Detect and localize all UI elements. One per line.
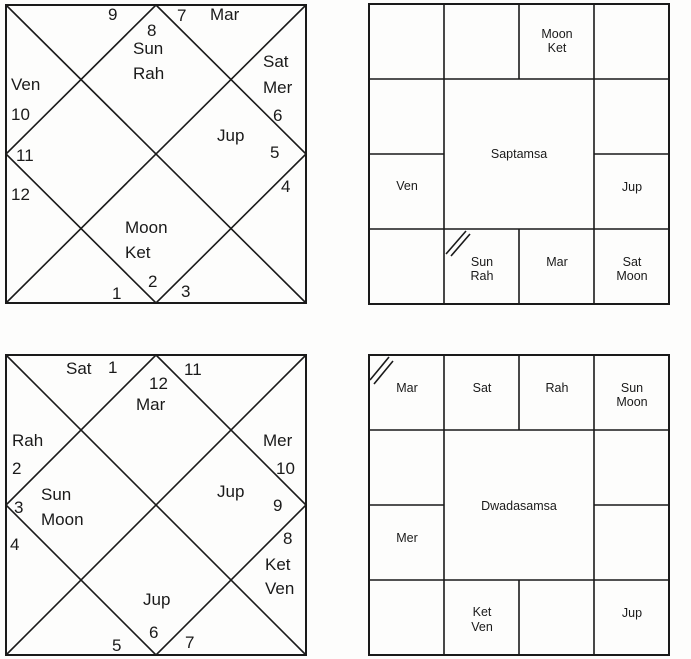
planet-label: Mar <box>396 381 418 395</box>
planet-label: Jup <box>217 126 245 145</box>
planet-label: Moon <box>41 510 84 529</box>
planet-label: Mar <box>546 255 568 269</box>
planet-label: Rah <box>470 269 494 283</box>
house-number: 4 <box>281 177 291 196</box>
house-number: 10 <box>11 105 30 124</box>
planet-label: Jup <box>621 180 643 194</box>
planet-label: Ket <box>472 605 492 619</box>
planet-label: Rah <box>133 64 165 83</box>
house-number: 9 <box>273 496 283 515</box>
planet-label: Sun <box>620 381 644 395</box>
planet-label: Sat <box>263 52 289 71</box>
chart-title: Saptamsa <box>490 147 548 161</box>
planet-label: Moon <box>616 269 648 283</box>
house-number: 1 <box>112 284 122 303</box>
north-chart-rasi <box>6 5 306 303</box>
planet-label: Sun <box>41 485 72 504</box>
south-chart-saptamsa <box>369 4 669 304</box>
house-number: 11 <box>16 146 34 165</box>
planet-label: Sat <box>622 255 642 269</box>
planet-label: Sun <box>470 255 494 269</box>
house-number: 10 <box>276 459 295 478</box>
planet-label: Mer <box>263 431 293 450</box>
house-number: 5 <box>270 143 280 162</box>
chart-title: Dwadasamsa <box>481 499 557 513</box>
planet-label: Moon <box>541 27 573 41</box>
north-chart-navamsa <box>6 355 306 655</box>
planet-label: Ven <box>265 579 295 598</box>
house-number: 2 <box>148 272 158 291</box>
house-number: 8 <box>147 21 157 40</box>
house-number: 7 <box>177 6 187 25</box>
planet-label: Mar <box>136 395 166 414</box>
planet-label: Rah <box>12 431 44 450</box>
planet-label: Jup <box>143 590 171 609</box>
house-number: 3 <box>181 282 191 301</box>
planet-label: Sat <box>472 381 492 395</box>
planet-label: Ket <box>547 41 567 55</box>
planet-label: Moon <box>125 218 168 237</box>
house-number: 7 <box>185 633 195 652</box>
planet-label: Ket <box>125 243 151 262</box>
planet-label: Jup <box>621 606 643 620</box>
planet-label: Moon <box>616 395 648 409</box>
house-number: 5 <box>112 636 122 655</box>
planet-label: Ven <box>11 75 41 94</box>
south-chart-dwadasamsa <box>369 355 669 655</box>
house-number: 6 <box>273 106 283 125</box>
planet-label: Mer <box>263 78 293 97</box>
house-number: 4 <box>10 535 20 554</box>
house-number: 6 <box>149 623 159 642</box>
planet-label: Mar <box>210 5 240 24</box>
house-number: 12 <box>11 185 30 204</box>
house-number: 9 <box>108 5 118 24</box>
house-number: 1 <box>108 358 118 377</box>
planet-label: Sun <box>133 39 164 58</box>
house-number: 8 <box>283 529 293 548</box>
planet-label: Ven <box>471 620 493 634</box>
planet-label: Rah <box>545 381 569 395</box>
planet-label: Ven <box>396 179 418 193</box>
house-number: 12 <box>149 374 168 393</box>
planet-label: Mer <box>396 531 418 545</box>
planet-label: Sat <box>66 359 92 378</box>
planet-label: Jup <box>217 482 245 501</box>
planet-label: Ket <box>265 555 291 574</box>
house-number: 11 <box>184 360 202 379</box>
house-number: 3 <box>14 498 24 517</box>
house-number: 2 <box>12 459 22 478</box>
